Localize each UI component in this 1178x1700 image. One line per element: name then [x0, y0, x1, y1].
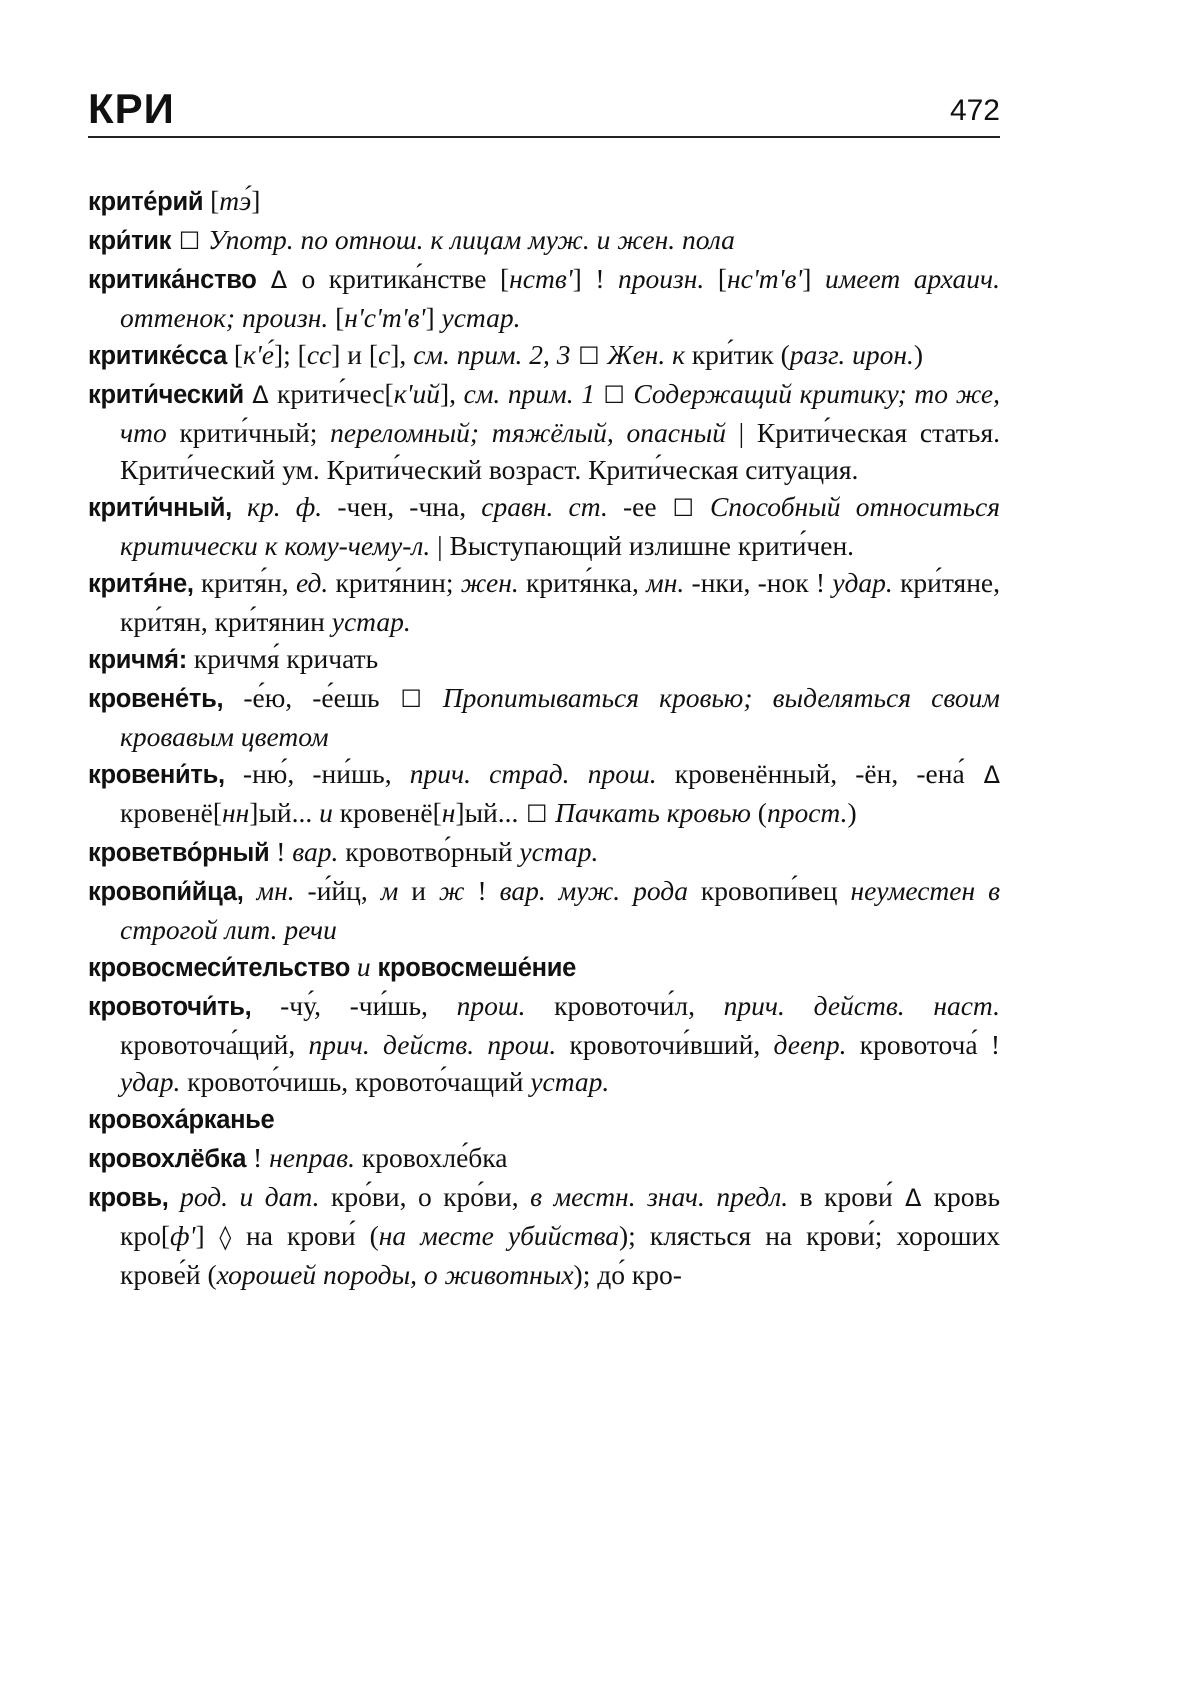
- entry-krovopijca: [88, 872, 1000, 948]
- entry-krovosmesitelstvo: [88, 948, 1000, 987]
- text: кри́тик (: [684, 339, 790, 370]
- italic-note: и: [319, 797, 333, 828]
- page-header: [88, 72, 1000, 138]
- text: ); до́ кро-: [573, 1259, 682, 1290]
- text: кри́тяне, кри́тян, кри́тянин: [120, 567, 1000, 637]
- text: [: [226, 339, 244, 370]
- italic-note: к'ий: [393, 378, 440, 409]
- text: ]ый...: [455, 797, 519, 828]
- text: ] !: [572, 263, 619, 294]
- text: ],: [439, 378, 464, 409]
- italic-note: прич. действ. прош.: [308, 1029, 557, 1060]
- text: [: [704, 263, 727, 294]
- italic-note: ф': [170, 1220, 196, 1251]
- italic-note: см. прим. 1: [463, 378, 595, 409]
- italic-note: устар.: [331, 606, 411, 637]
- text: о критика́нстве [: [301, 263, 510, 294]
- italic-note: род. и дат.: [180, 1181, 320, 1212]
- text: кровото́чишь, кровото́чащий: [180, 1066, 531, 1097]
- entry-kritik: [88, 221, 1000, 260]
- definition-box-icon: ☐: [518, 800, 556, 828]
- headword: кровосмеси́тельство: [88, 954, 350, 982]
- italic-note: в местн. знач. предл.: [530, 1181, 789, 1212]
- text: | Выступающий излишне крити́чен.: [430, 530, 855, 561]
- entry-krovoharkane: [88, 1100, 1000, 1139]
- definition-box-icon: ☐: [171, 227, 208, 255]
- dictionary-page: [88, 72, 1000, 1293]
- definition-box-icon: ☐: [656, 494, 710, 522]
- italic-note: см. прим. 2, 3: [413, 339, 571, 370]
- text: ); клясться на крови́; хороших крове́й (: [120, 1220, 1000, 1290]
- text: кровенё[: [120, 797, 222, 828]
- text: ): [913, 339, 924, 370]
- entry-kriticheskij: [88, 375, 1000, 488]
- text: ): [847, 797, 857, 828]
- headword: кроветво́рный: [88, 839, 270, 867]
- italic-note: переломный; тяжёлый, опасный: [330, 417, 726, 448]
- italic-note: произн.: [618, 263, 705, 294]
- text: (: [750, 797, 767, 828]
- italic-note: Пачкать кровью: [555, 797, 751, 828]
- definition-box-icon: ☐: [595, 381, 634, 409]
- text: !: [464, 875, 500, 906]
- italic-note: хорошей породы, о животных: [216, 1259, 574, 1290]
- headword: кровоха́рканье: [88, 1106, 275, 1134]
- italic-note: устар.: [530, 1066, 610, 1097]
- headword: кровени́ть,: [88, 761, 225, 789]
- italic-note: сс: [306, 339, 332, 370]
- italic-note: ед.: [295, 567, 329, 598]
- italic-note: мн.: [646, 567, 685, 598]
- italic-note: ж: [438, 875, 465, 906]
- entry-list: [88, 182, 1000, 1293]
- entry-kritichnyj: [88, 488, 1000, 564]
- headword: крити́ческий: [88, 381, 244, 409]
- italic-note: сравн. ст.: [481, 491, 608, 522]
- definition-box-icon: ☐: [379, 685, 443, 713]
- text: -ню́, -ни́шь,: [224, 758, 410, 789]
- text: кровопи́вец: [687, 875, 851, 906]
- italic-note: прич. действ. наст.: [723, 990, 1000, 1021]
- headword: кровопи́йца,: [88, 878, 244, 906]
- italic-note: м: [380, 875, 399, 906]
- entry-krovohlebka: [88, 1139, 1000, 1178]
- text: -и́йц,: [294, 875, 381, 906]
- triangle-icon: Δ: [256, 266, 302, 294]
- text: [: [203, 185, 220, 216]
- entry-krityane: [88, 564, 1000, 640]
- italic-note: Содержащий критику; то же, что: [120, 378, 1000, 448]
- text: ]: [802, 263, 825, 294]
- headword: кровоточи́ть,: [88, 993, 252, 1021]
- text: -чу́, -чи́шь,: [251, 990, 457, 1021]
- page-number: 472: [949, 94, 1000, 127]
- text: кровохле́бка: [355, 1142, 508, 1173]
- italic-note: кр. ф.: [247, 491, 323, 522]
- text: кричмя́ кричать: [186, 643, 379, 674]
- text: кровоточи́вший,: [556, 1029, 774, 1060]
- entry-kriterij: [88, 182, 1000, 221]
- definition-box-icon: ☐: [570, 342, 608, 370]
- italic-note: на месте убийства: [378, 1220, 619, 1251]
- text: ] и [: [331, 339, 379, 370]
- entry-krovenet: [88, 679, 1000, 755]
- text: ]: [195, 1220, 205, 1251]
- italic-note: прич. страд. прош.: [409, 758, 657, 789]
- italic-note: жен.: [460, 567, 519, 598]
- headword: кричмя́:: [88, 646, 187, 674]
- text: ]ый...: [249, 797, 320, 828]
- text: критя́н,: [193, 567, 296, 598]
- text: кровоточа́щий,: [120, 1029, 309, 1060]
- italic-note: неуместен в строгой лит. речи: [120, 875, 1001, 945]
- entry-kritikanstvo: [88, 260, 1000, 336]
- text: [244, 875, 257, 906]
- text: кровоточи́л,: [525, 990, 724, 1021]
- text: критя́нин;: [328, 567, 461, 598]
- italic-note: Пропитываться кровью; выделяться своим кровавым цветом: [120, 682, 1000, 752]
- text: ]: [425, 302, 442, 333]
- text: !: [269, 836, 293, 867]
- italic-note: неправ.: [269, 1142, 355, 1173]
- entry-krovotochit: [88, 987, 1000, 1100]
- text: [350, 951, 357, 982]
- italic-note: н: [441, 797, 456, 828]
- italic-note: удар.: [120, 1066, 181, 1097]
- headword: критя́не,: [88, 570, 194, 598]
- text: -нки, -нок !: [684, 567, 833, 598]
- entry-kritikessa: [88, 336, 1000, 375]
- headword: кровене́ть,: [88, 685, 224, 713]
- running-head-word: КРИ: [88, 85, 175, 132]
- text: кровенё[: [332, 797, 442, 828]
- text: кровоточа́ !: [846, 1029, 1000, 1060]
- entry-krovetvornyj: [88, 833, 1000, 872]
- italic-note: с: [378, 339, 391, 370]
- text: ],: [390, 339, 414, 370]
- triangle-icon: Δ: [964, 761, 1001, 789]
- italic-note: устар.: [441, 302, 521, 333]
- text: на крови́ (: [246, 1220, 379, 1251]
- text: ]: [251, 185, 261, 216]
- text: в крови́: [788, 1181, 893, 1212]
- text: кро́ви, о кро́ви,: [319, 1181, 531, 1212]
- entry-krov: [88, 1178, 1000, 1293]
- italic-note: прош.: [456, 990, 526, 1021]
- italic-note: Способный относиться критически к кому-чему-л.: [120, 491, 1001, 561]
- text: крити́чес[: [277, 378, 394, 409]
- text: [: [328, 302, 345, 333]
- italic-note: разг. ирон.: [789, 339, 914, 370]
- triangle-icon: Δ: [892, 1184, 934, 1212]
- italic-note: мн.: [256, 875, 295, 906]
- text: крити́чный;: [166, 417, 331, 448]
- text: -е́ю, -е́ешь: [223, 682, 380, 713]
- text: !: [246, 1142, 270, 1173]
- italic-note: нс'т'в': [726, 263, 803, 294]
- entry-krichmya: [88, 640, 1000, 679]
- text: [232, 491, 247, 522]
- headword: критике́сса: [88, 342, 227, 370]
- italic-note: прост.: [766, 797, 848, 828]
- text: -ее: [607, 491, 657, 522]
- italic-note: нн: [221, 797, 250, 828]
- text: | Крити́ческая статья. Крити́ческий ум. Крити́ческий возраст. Крити́ческая ситуация.: [120, 417, 1000, 485]
- italic-note: вар. муж. рода: [499, 875, 688, 906]
- italic-note: н'с'т'в': [344, 302, 426, 333]
- italic-note: и: [356, 951, 371, 982]
- text: кровь кро[: [120, 1181, 1001, 1251]
- headword: крити́чный,: [88, 494, 232, 522]
- headword: критика́нство: [88, 266, 257, 294]
- text: ]; [: [273, 339, 307, 370]
- headword: кровохлёбка: [88, 1145, 247, 1173]
- headword: кровь,: [88, 1184, 169, 1212]
- text: -чен, -чна,: [322, 491, 482, 522]
- italic-note: Жен. к: [607, 339, 685, 370]
- italic-note: вар.: [292, 836, 339, 867]
- italic-note: устар.: [519, 836, 599, 867]
- headword: крите́рий: [88, 188, 204, 216]
- italic-note: к'е́: [243, 339, 274, 370]
- headword: кри́тик: [88, 227, 172, 255]
- text: и: [398, 875, 439, 906]
- italic-note: деепр.: [773, 1029, 847, 1060]
- italic-note: Употр. по отнош. к лицам муж. и жен. пола: [207, 224, 735, 255]
- italic-note: нств': [509, 263, 573, 294]
- triangle-icon: Δ: [243, 381, 278, 409]
- entry-krovenit: [88, 755, 1000, 833]
- italic-note: тэ́: [219, 185, 252, 216]
- text: кровотво́рный: [338, 836, 520, 867]
- headword: кровосмеше́ние: [377, 954, 577, 982]
- text: кровенённый, -ён, -ена́: [656, 758, 965, 789]
- italic-note: удар.: [832, 567, 893, 598]
- italic-note: имеет архаич. оттенок; произн.: [120, 263, 1000, 333]
- text: [169, 1181, 181, 1212]
- text: критя́нка,: [518, 567, 647, 598]
- diamond-icon: ◊: [204, 1223, 247, 1251]
